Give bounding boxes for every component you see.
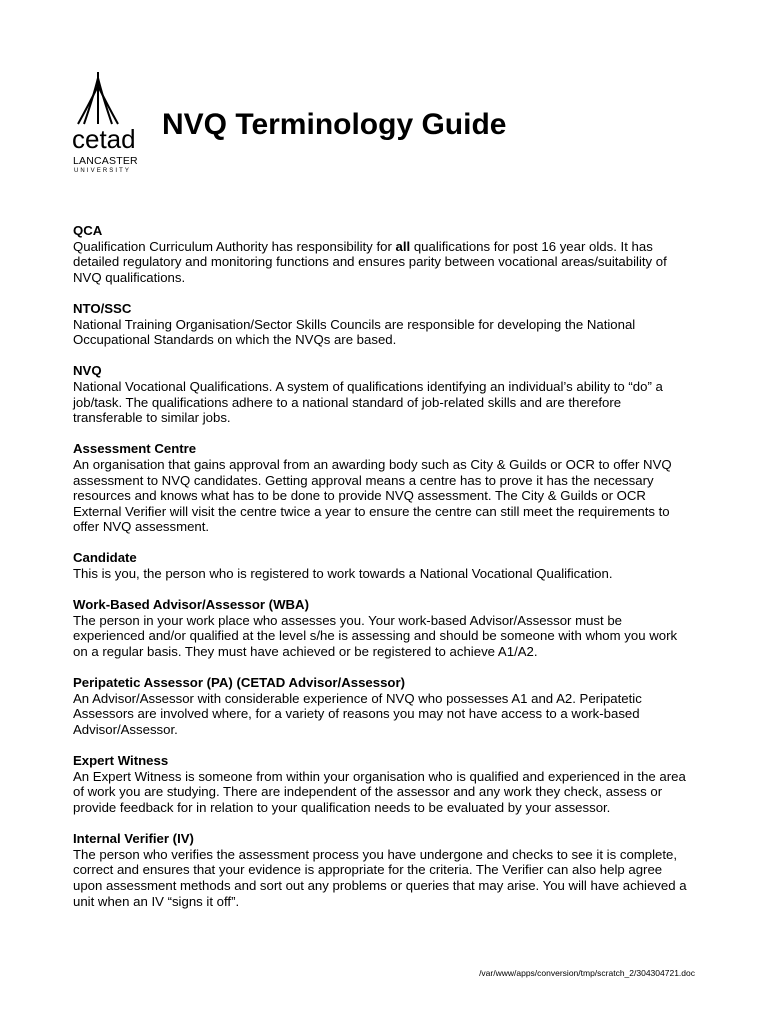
terminology-list — [73, 223, 693, 925]
body-text: qualifications for post 16 year olds. It has detailed regulatory and monitoring functions and ensures parity between vocational areas/suitability of NVQ qualifications. — [73, 238, 667, 285]
section-heading: Candidate — [73, 550, 137, 566]
section-nto-ssc — [73, 301, 693, 348]
section-heading: NTO/SSC — [73, 300, 132, 316]
section-body: The person in your work place who assesses you. Your work-based Advisor/Assessor must be experienced and/or qualified at the level s/he is assessing and should be someone with whom you work on a regular basis. They must have achieved or be registered to achieve A1/A2. — [73, 612, 678, 660]
section-body: National Training Organisation/Sector Skills Councils are responsible for developing the National Occupational Standards on which the NVQs are based. — [73, 316, 636, 348]
section-body: An organisation that gains approval from an awarding body such as City & Guilds or OCR to offer NVQ assessment to NVQ candidates. Getting approval means a centre has to prove it has the necessary resources and knows what has to be done to provide NVQ assessment. The City & Guilds or OCR External Verifier will visit the centre twice a year to ensure the centre can still meet the requirements to offer NVQ assessment. — [73, 456, 672, 535]
section-peripatetic-assessor — [73, 675, 693, 737]
section-qca — [73, 223, 693, 285]
section-heading: Internal Verifier (IV) — [73, 831, 194, 847]
section-heading: Assessment Centre — [73, 441, 197, 457]
section-heading: QCA — [73, 223, 103, 238]
logo-lancaster: LANCASTER — [73, 155, 138, 167]
section-heading: NVQ — [73, 363, 102, 379]
section-body: This is you, the person who is registered to work towards a National Vocational Qualification. — [73, 566, 613, 582]
section-nvq — [73, 363, 693, 425]
section-wba — [73, 597, 693, 659]
section-internal-verifier — [73, 831, 693, 909]
logo-wordmark: cetad — [72, 124, 136, 154]
section-body: An Advisor/Assessor with considerable experience of NVQ who possesses A1 and A2. Peripatetic Assessors are involved where, for a variety of reasons you may not have access to a work-based Advisor/Assessor. — [73, 690, 642, 737]
logo-university: UNIVERSITY — [74, 168, 132, 174]
section-expert-witness — [73, 753, 693, 815]
section-heading: Peripatetic Assessor (PA) (CETAD Advisor/Assessor) — [73, 675, 405, 691]
section-body: An Expert Witness is someone from within your organisation who is qualified and experienced in the area of work you are studying. There are independent of the assessor and any work they check, assess or provide feedback for in relation to your qualification needs to be evaluated by your assessor. — [73, 768, 686, 815]
section-assessment-centre — [73, 441, 693, 535]
page-title: NVQ Terminology Guide — [162, 108, 507, 141]
file-path-footer: /var/www/apps/conversion/tmp/scratch_2/304304721.doc — [479, 968, 695, 978]
section-heading: Work-Based Advisor/Assessor (WBA) — [73, 597, 309, 613]
cetad-logo — [70, 70, 142, 180]
section-body: The person who verifies the assessment process you have undergone and checks to see it is complete, correct and ensures that your evidence is appropriate for the criteria. The Verifier can also help agree upon assessment methods and sort out any problems or queries that may arise. You will have achieved a unit when an IV “signs it off”. — [73, 846, 687, 909]
section-body: National Vocational Qualifications. A system of qualifications identifying an individual’s ability to “do” a job/task. The qualifications adhere to a national standard of job-related skills and are therefore transferable to similar jobs. — [73, 378, 663, 426]
body-emphasis: all — [395, 238, 411, 254]
section-heading: Expert Witness — [73, 753, 169, 769]
body-text: Qualification Curriculum Authority has responsibility for — [73, 238, 396, 254]
tower-emblem-icon — [76, 70, 120, 126]
section-candidate — [73, 550, 693, 581]
section-body — [73, 239, 693, 286]
